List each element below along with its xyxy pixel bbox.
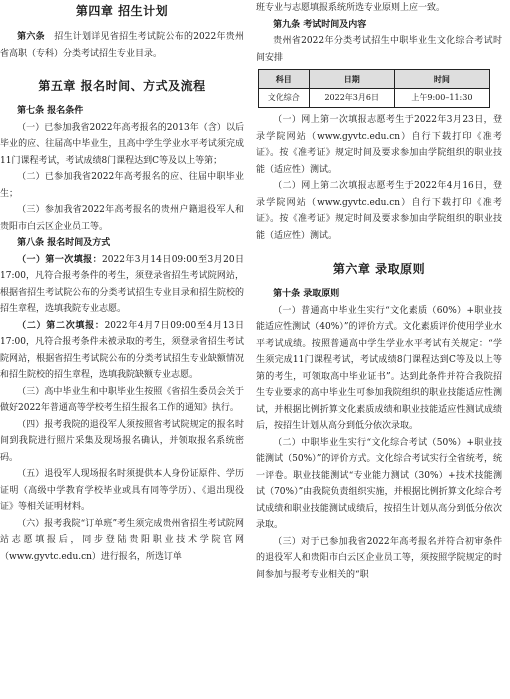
exam-schedule-table	[258, 69, 490, 108]
order-class-continuation: 班专业与志愿填报系统所选专业原则上应一致。	[256, 3, 446, 13]
second-application-label: （二）第二次填报：	[17, 320, 105, 331]
article-9-item-1: （一）网上第一次填报志愿考生于2022年3月23日，登录学院网站（www.gyvtc.edu.cn）自行下载打印《准考证》。按《准考证》规定时间及要求参加由学院组织的职业技能（适应性）测试。	[256, 115, 502, 175]
article-8-item-4: （四）报考我院的退役军人须按照省考试院规定的报名时间到我院进行照片采集及现场报名确认，并领取报名系统密码。	[0, 419, 244, 463]
article-6	[0, 29, 244, 62]
article-6-text: 招生计划详见省招生考试院公布的2022年贵州省高职（专科）分类考试招生专业目录。	[0, 32, 244, 59]
article-10-item-3: （三）对于已参加我省2022年高考报名并符合初审条件的退役军人和贵阳市白云区企业员工等，须按照学院规定的时间参加与报考专业相关的“职	[256, 536, 502, 580]
article-10-heading: 第十条 录取原则	[273, 289, 340, 299]
chapter-5-title: 第五章 报名时间、方式及流程	[38, 79, 206, 93]
table-row	[259, 89, 490, 108]
right-column	[256, 0, 502, 583]
article-9-item-2: （二）网上第二次填报志愿考生于2022年4月16日，登录学院网站（www.gyvtc.edu.cn）自行下载打印《准考证》。按《准考证》规定时间及要求参加由学院组织的职业技能（适应性）测试。	[256, 181, 502, 241]
header-date: 日期	[309, 70, 394, 89]
header-time: 时间	[394, 70, 489, 89]
article-9-intro: 贵州省2022年分类考试招生中职毕业生文化综合考试时间安排	[256, 36, 502, 63]
table-header-row	[259, 70, 490, 89]
first-application-text: 2022年3月14日09:00至3月20日17:00，凡符合报考条件的考生，须登录省招生考试院网站，根据省招生考试院公布的分类考试招生专业目录和招生院校的招生章程，选填我院专业志愿。	[0, 254, 244, 314]
chapter-6-title: 第六章 录取原则	[332, 262, 426, 276]
article-7-item-2: （二）已参加我省2022年高考报名的应、往届中职毕业生；	[0, 172, 244, 199]
first-application-label: （一）第一次填报：	[17, 254, 103, 265]
cell-time: 上午9:00–11:30	[394, 89, 489, 108]
article-8-item-2	[0, 318, 244, 384]
article-8-item-5: （五）退役军人现场报名时须提供本人身份证原件、学历证明（高级中学教育学校毕业或具有同等学历）、《退出现役证》等相关证明材料。	[0, 469, 244, 512]
article-8-item-1	[0, 252, 244, 318]
cell-date: 2022年3月6日	[309, 89, 394, 108]
chapter-4-title: 第四章 招生计划	[75, 4, 169, 18]
cell-subject: 文化综合	[259, 89, 310, 108]
article-7-heading: 第七条 报名条件	[17, 106, 84, 116]
article-8-heading: 第八条 报名时间及方式	[17, 238, 111, 248]
article-7-item-1: （一）已参加我省2022年高考报名的2013年（含）以后毕业的应、往届高中毕业生，且高中学生学业水平考试须完成11门课程考试，考试成绩8门课程达到C等及以上等第；	[0, 122, 244, 166]
article-9-heading: 第九条 考试时间及内容	[273, 19, 367, 30]
article-7-item-3: （三）参加我省2022年高考报名的贵州户籍退役军人和贵阳市白云区企业员工等。	[0, 205, 244, 232]
article-10-item-1: （一）普通高中毕业生实行“文化素质（60%）+职业技能适应性测试（40%）”的评价方式。文化素质评价使用学业水平考试成绩。按照普通高中学生学业水平考试有关规定：“学生须完成11门课程考试，考试成绩8门课程达到C等及以上等第的考生，可领取高中毕业证书”。达到此条件并符合我院招生专业要求的高中毕业生可参加我院组织的职业技能适应性测试，并根据比例折算文化素质成绩和职业技能适应性测试成绩后，按招生计划从高分到低分依次录取。	[256, 305, 502, 431]
article-8-item-6: （六）报考我院“订单班”考生须完成贵州省招生考试院网站志愿填报后，同步登陆贵阳职业技术学院官网（www.gyvtc.edu.cn）进行报名，所选订单	[0, 518, 244, 562]
article-10-item-2: （二）中职毕业生实行“文化综合考试（50%）+职业技能测试（50%）”的评价方式。文化综合考试实行全省统考，统一评卷。职业技能测试“专业能力测试（30%）+技术技能测试（70%）”由我院负责组织实施，并根据比例折算文化综合考试成绩和职业技能测试成绩后，按招生计划从高分到低分依次录取。	[256, 437, 502, 530]
article-8-item-3: （三）高中毕业生和中职毕业生按照《省招生委员会关于做好2022年普通高等学校考生招生报名工作的通知》执行。	[0, 386, 244, 413]
article-6-label: 第六条	[17, 32, 45, 42]
second-application-text: 2022年4月7日09:00至4月13日17:00，凡符合报考条件未被录取的考生，须登录省招生考试院网站，根据省招生考试院公布的分类考试招生专业缺额情况和招生院校的招生章程，选填我院缺额专业志愿。	[0, 320, 244, 380]
header-subject: 科目	[259, 70, 310, 89]
left-column	[0, 0, 244, 565]
